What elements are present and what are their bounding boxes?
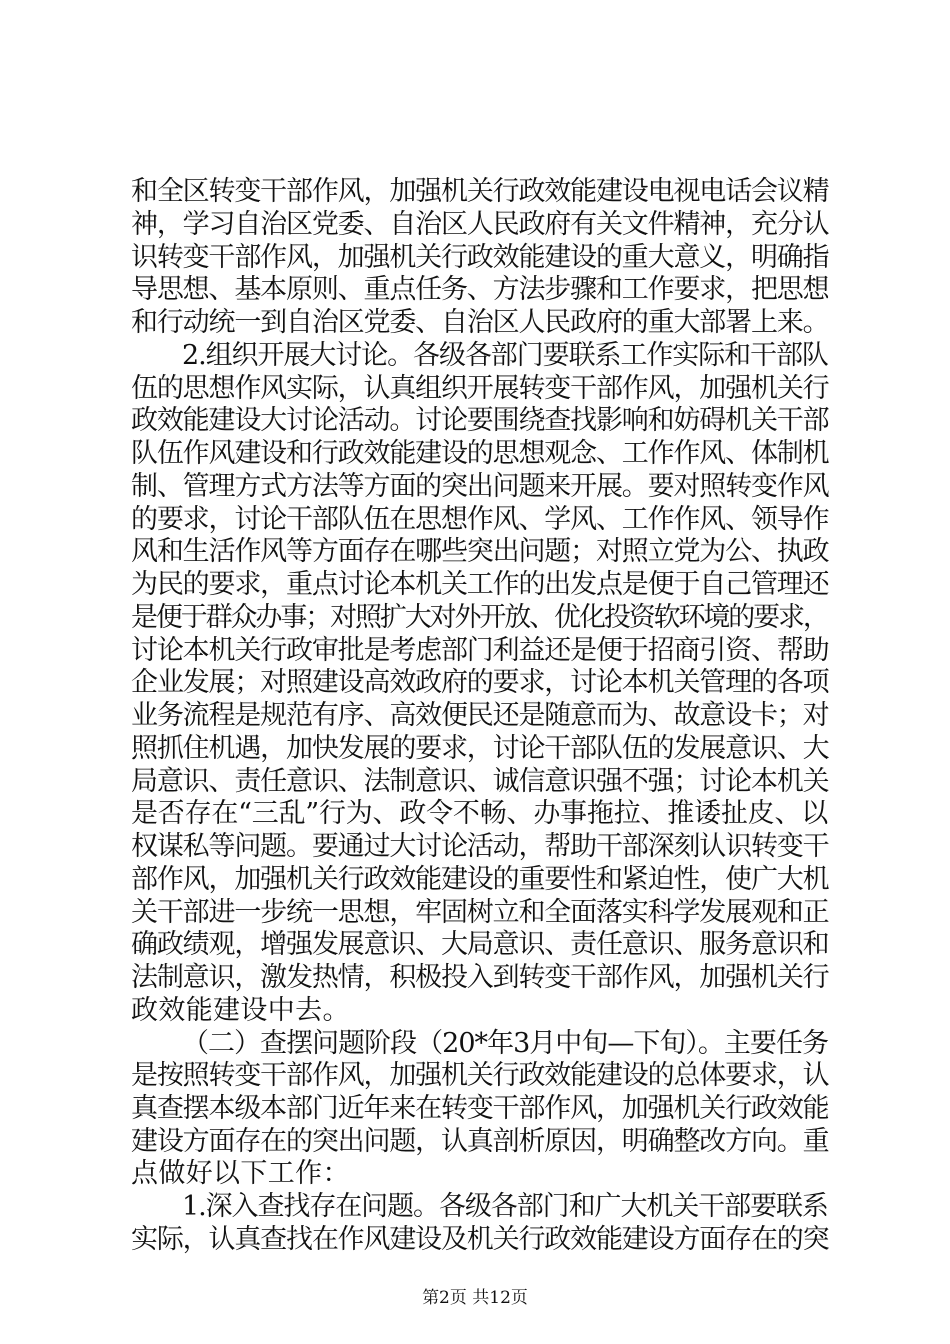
text-line: 政效能建设中去。 (131, 995, 350, 1026)
text-line: 部作风，加强机关行政效能建设的重要性和紧迫性，使广大机 (131, 864, 829, 895)
text-line: 确政绩观，增强发展意识、大局意识、责任意识、服务意识和 (131, 929, 829, 960)
text-line: 企业发展；对照建设高效政府的要求，讨论本机关管理的各项 (131, 667, 829, 698)
text-line: 是否存在“三乱”行为、政令不畅、办事拖拉、推诿扯皮、以 (131, 798, 829, 829)
text-line: 建设方面存在的突出问题，认真剖析原因，明确整改方向。重 (131, 1126, 829, 1157)
text-line: 点做好以下工作： (131, 1158, 350, 1189)
text-line: 1.深入查找存在问题。各级各部门和广大机关干部要联系 (182, 1191, 828, 1222)
text-line: 真查摆本级本部门近年来在转变干部作风，加强机关行政效能 (131, 1093, 829, 1124)
text-line: 是按照转变干部作风，加强机关行政效能建设的总体要求，认 (131, 1060, 829, 1091)
text-line: 局意识、责任意识、法制意识、诚信意识强不强；讨论本机关 (131, 766, 829, 797)
text-line: 制、管理方式方法等方面的突出问题来开展。要对照转变作风 (131, 471, 829, 502)
text-line: 法制意识，激发热情，积极投入到转变干部作风，加强机关行 (131, 962, 829, 993)
text-line: 的要求，讨论干部队伍在思想作风、学风、工作作风、领导作 (131, 504, 829, 535)
text-line: 讨论本机关行政审批是考虑部门利益还是便于招商引资、帮助 (131, 635, 829, 666)
text-line: 伍的思想作风实际，认真组织开展转变干部作风，加强机关行 (131, 373, 829, 404)
text-line: 和行动统一到自治区党委、自治区人民政府的重大部署上来。 (131, 307, 829, 338)
text-line: 业务流程是规范有序、高效便民还是随意而为、故意设卡；对 (131, 700, 829, 731)
text-line: 神，学习自治区党委、自治区人民政府有关文件精神，充分认 (131, 209, 829, 240)
text-line: 导思想、基本原则、重点任务、方法步骤和工作要求，把思想 (131, 274, 829, 305)
text-line: 识转变干部作风，加强机关行政效能建设的重大意义，明确指 (131, 242, 829, 273)
text-line: 政效能建设大讨论活动。讨论要围绕查找影响和妨碍机关干部 (131, 405, 829, 436)
text-line: 关干部进一步统一思想，牢固树立和全面落实科学发展观和正 (131, 897, 829, 928)
text-line: 风和生活作风等方面存在哪些突出问题；对照立党为公、执政 (131, 536, 829, 567)
page-number-footer: 第2页 共12页 (422, 1288, 528, 1308)
text-line: 队伍作风建设和行政效能建设的思想观念、工作作风、体制机 (131, 438, 829, 469)
text-line: 照抓住机遇，加快发展的要求，讨论干部队伍的发展意识、大 (131, 733, 829, 764)
text-line: （二）查摆问题阶段（20*年3月中旬—下旬）。主要任务 (182, 1028, 828, 1059)
text-line: 权谋私等问题。要通过大讨论活动，帮助干部深刻认识转变干 (131, 831, 829, 862)
text-line: 为民的要求，重点讨论本机关工作的出发点是便于自己管理还 (131, 569, 829, 600)
text-line: 2.组织开展大讨论。各级各部门要联系工作实际和干部队 (182, 340, 828, 371)
text-line: 是便于群众办事；对照扩大对外开放、优化投资软环境的要求， (131, 602, 828, 633)
text-line: 和全区转变干部作风，加强机关行政效能建设电视电话会议精 (131, 176, 829, 207)
text-line: 实际，认真查找在作风建设及机关行政效能建设方面存在的突 (131, 1224, 829, 1255)
